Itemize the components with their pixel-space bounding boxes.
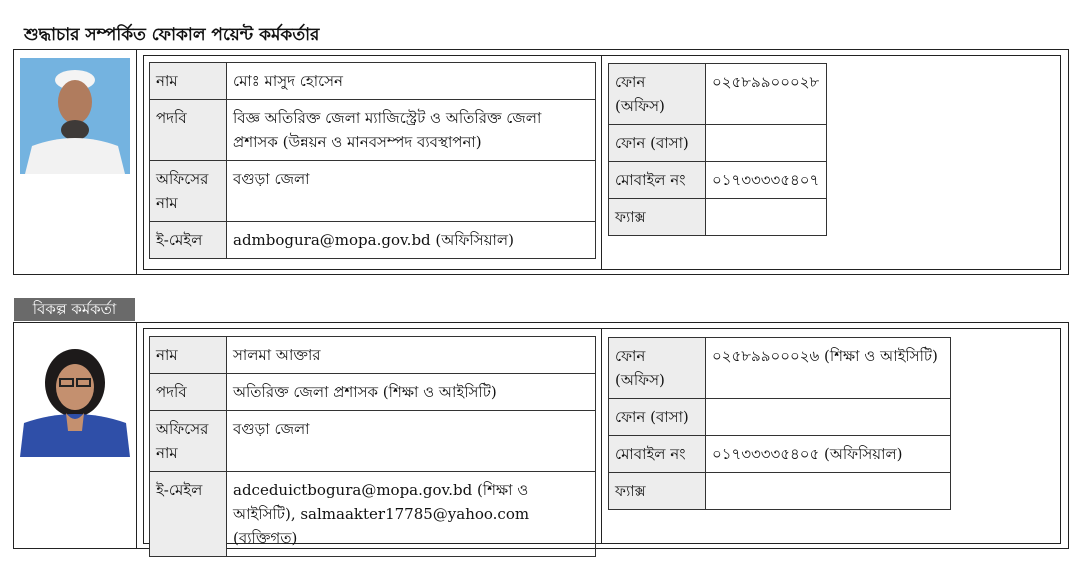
table-row — [150, 222, 596, 259]
table-row — [609, 199, 827, 236]
label-name: নাম — [150, 337, 227, 374]
value-fax — [706, 199, 827, 236]
label-email: ই-মেইল — [150, 222, 227, 259]
label-designation: পদবি — [150, 100, 227, 161]
value-phone-home — [706, 125, 827, 162]
label-designation: পদবি — [150, 374, 227, 411]
label-office: অফিসের নাম — [150, 411, 227, 472]
table-row — [609, 473, 951, 510]
label-email: ই-মেইল — [150, 472, 227, 557]
table-row — [150, 411, 596, 472]
table-row — [150, 472, 596, 557]
value-phone-office: ০২৫৮৯৯০০০২৬ (শিক্ষা ও আইসিটি) — [706, 338, 951, 399]
table-row — [150, 161, 596, 222]
value-designation: অতিরিক্ত জেলা প্রশাসক (শিক্ষা ও আইসিটি) — [227, 374, 596, 411]
value-email[interactable]: admbogura@mopa.gov.bd (অফিসিয়াল) — [227, 222, 596, 259]
value-mobile: ০১৭৩৩৩৩৫৪০৫ (অফিসিয়াল) — [706, 436, 951, 473]
label-phone-office: ফোন (অফিস) — [609, 64, 706, 125]
table-row — [609, 338, 951, 399]
value-mobile: ০১৭৩৩৩৩৫৪০৭ — [706, 162, 827, 199]
alternate-officer-card — [13, 322, 1069, 549]
alternate-details-table — [149, 336, 596, 557]
column-divider — [601, 55, 602, 270]
table-row — [609, 399, 951, 436]
table-row — [609, 436, 951, 473]
label-fax: ফ্যাক্স — [609, 473, 706, 510]
value-designation: বিজ্ঞ অতিরিক্ত জেলা ম্যাজিস্ট্রেট ও অতিরিক্ত জেলা প্রশাসক (উন্নয়ন ও মানবসম্পদ ব্যবস্থাপনা) — [227, 100, 596, 161]
alternate-officer-badge: বিকল্প কর্মকর্তা — [14, 298, 135, 321]
label-phone-office: ফোন (অফিস) — [609, 338, 706, 399]
table-row — [150, 374, 596, 411]
value-name: সালমা আক্তার — [227, 337, 596, 374]
label-phone-home: ফোন (বাসা) — [609, 399, 706, 436]
label-fax: ফ্যাক্স — [609, 199, 706, 236]
table-row — [150, 337, 596, 374]
focal-contact-table — [608, 63, 827, 236]
alternate-contact-table — [608, 337, 951, 510]
value-name: মোঃ মাসুদ হোসেন — [227, 63, 596, 100]
label-mobile: মোবাইল নং — [609, 162, 706, 199]
value-fax — [706, 473, 951, 510]
table-row — [150, 100, 596, 161]
table-row — [150, 63, 596, 100]
table-row — [609, 64, 827, 125]
value-office: বগুড়া জেলা — [227, 161, 596, 222]
column-divider — [601, 328, 602, 544]
focal-details-table — [149, 62, 596, 259]
table-row — [609, 162, 827, 199]
label-office: অফিসের নাম — [150, 161, 227, 222]
focal-point-card — [13, 49, 1069, 275]
value-email[interactable]: adceduictbogura@mopa.gov.bd (শিক্ষা ও আইসিটি), salmaakter17785@yahoo.com (ব্যক্তিগত) — [227, 472, 596, 557]
value-phone-office: ০২৫৮৯৯০০০২৮ — [706, 64, 827, 125]
label-name: নাম — [150, 63, 227, 100]
label-mobile: মোবাইল নং — [609, 436, 706, 473]
value-phone-home — [706, 399, 951, 436]
value-office: বগুড়া জেলা — [227, 411, 596, 472]
table-row — [609, 125, 827, 162]
officer-photo — [20, 58, 130, 174]
officer-photo — [20, 339, 130, 457]
label-phone-home: ফোন (বাসা) — [609, 125, 706, 162]
focal-point-title: শুদ্ধাচার সম্পর্কিত ফোকাল পয়েন্ট কর্মকর্তার — [24, 25, 320, 45]
